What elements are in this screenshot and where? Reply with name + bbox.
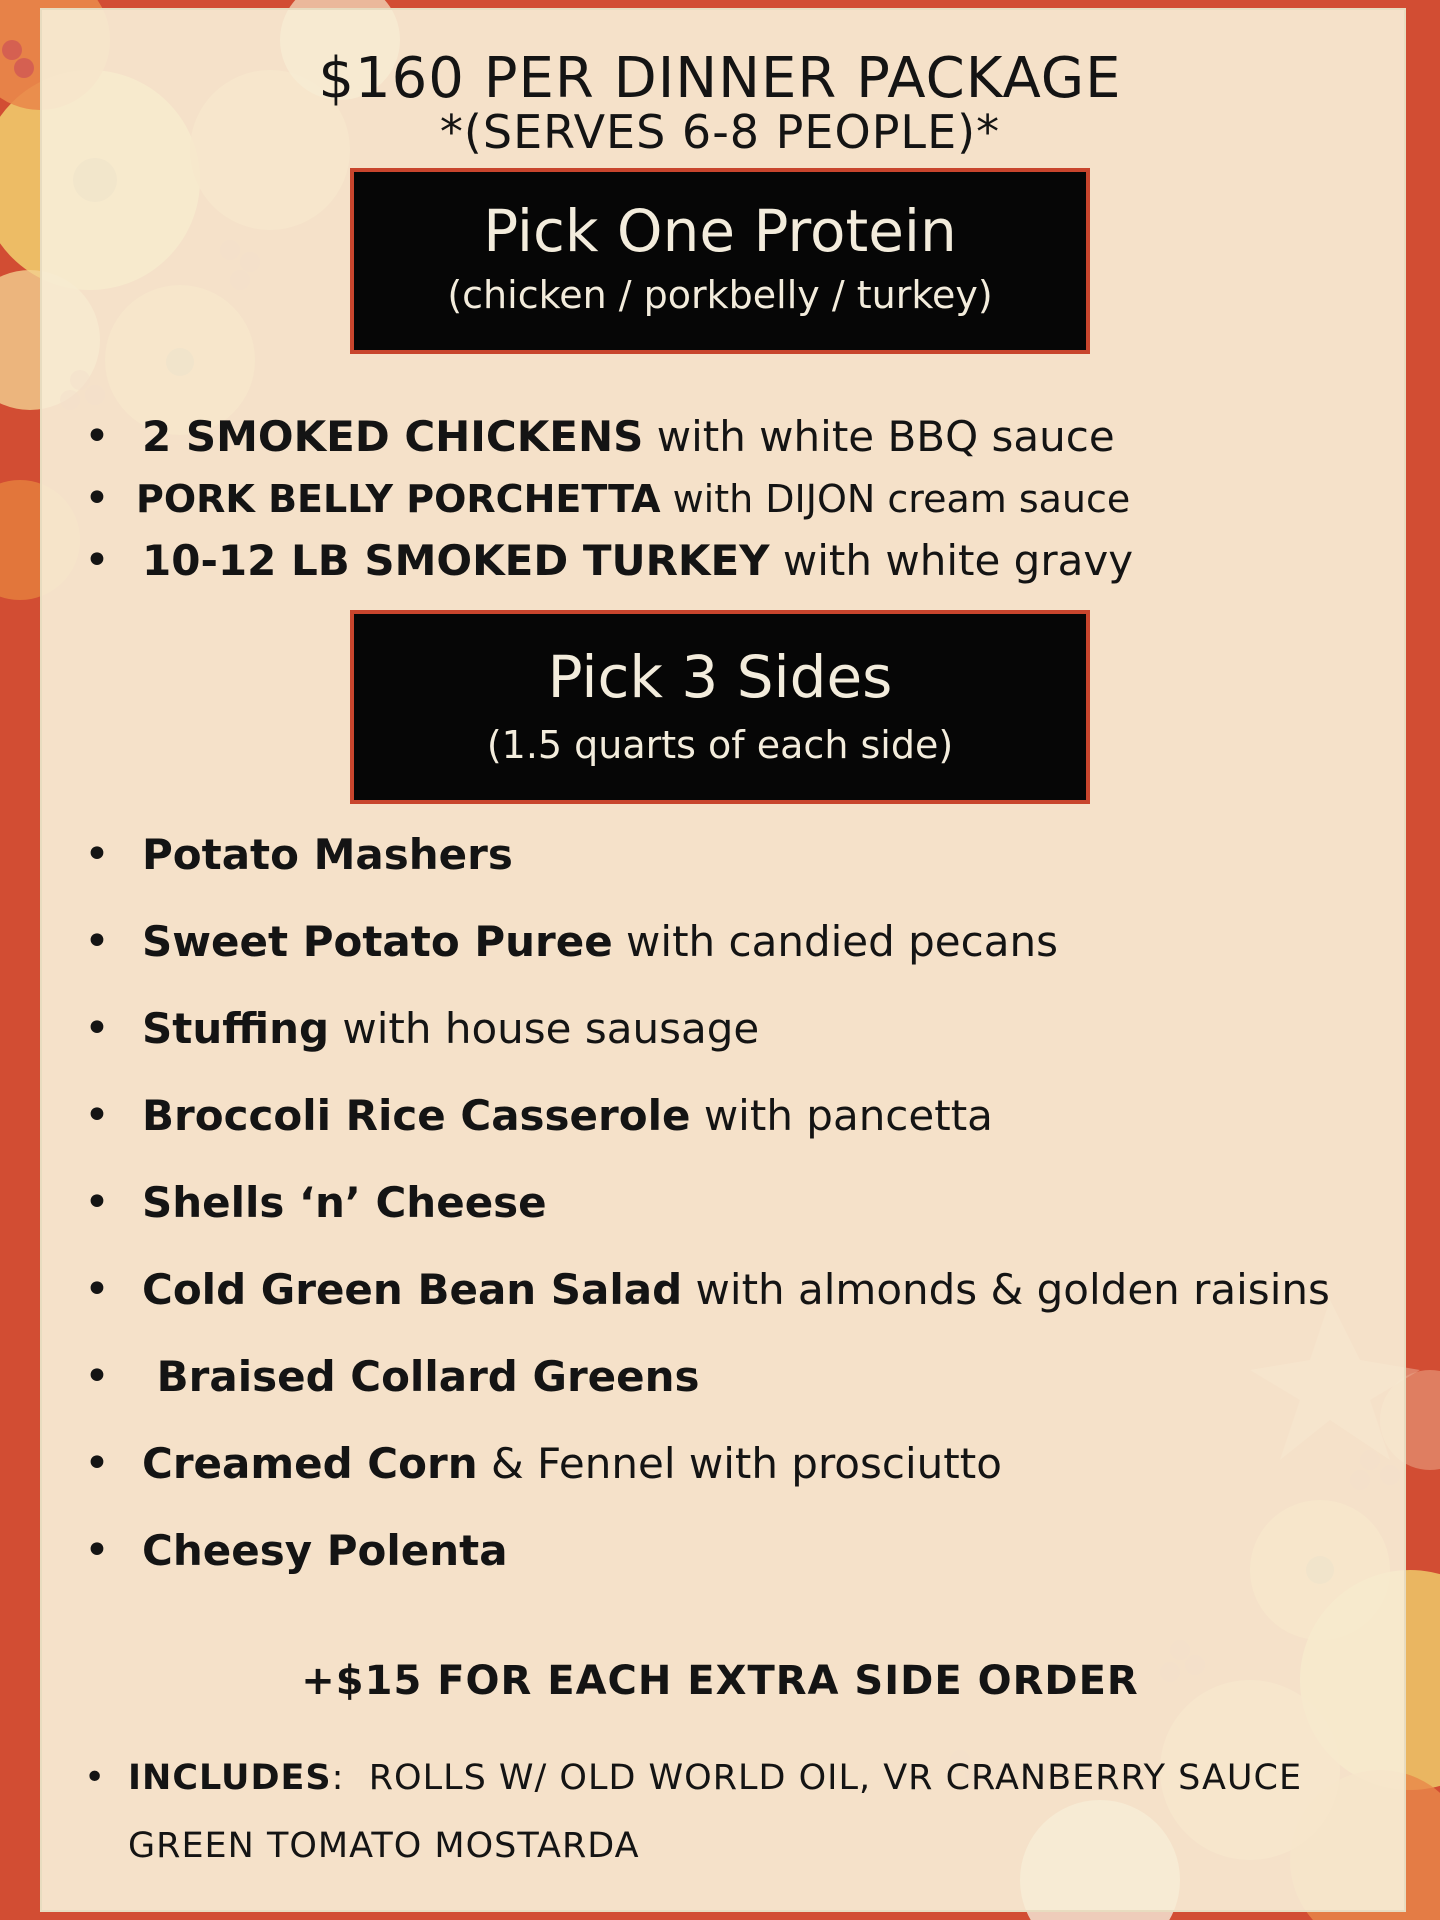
sides-subheading: (1.5 quarts of each side)	[486, 723, 954, 767]
list-item	[84, 1003, 1384, 1054]
list-item	[84, 468, 1384, 530]
bullet-icon: •	[84, 1438, 110, 1489]
bullet-icon: •	[84, 473, 110, 524]
list-item	[84, 1090, 1384, 1141]
bullet-icon: •	[84, 535, 110, 586]
item-detail: with white gravy	[769, 536, 1134, 585]
item-name: PORK BELLY PORCHETTA	[136, 477, 661, 521]
list-item	[84, 406, 1384, 468]
item-detail: with house sausage	[329, 1004, 760, 1053]
item-detail: with white BBQ sauce	[643, 412, 1115, 461]
list-item	[84, 530, 1384, 592]
item-name: Broccoli Rice Casserole	[142, 1091, 691, 1140]
bullet-icon: •	[84, 1090, 110, 1141]
bullet-icon: •	[84, 916, 110, 967]
includes-note	[84, 1744, 1384, 1880]
serves-subtitle: *(SERVES 6-8 PEOPLE)*	[439, 105, 1001, 159]
item-name: 10-12 LB SMOKED TURKEY	[142, 536, 770, 585]
item-name: Braised Collard Greens	[142, 1352, 700, 1401]
item-name: Cold Green Bean Salad	[142, 1265, 683, 1314]
list-item	[84, 829, 1384, 880]
item-name: Shells ‘n’ Cheese	[142, 1178, 547, 1227]
includes-items: : ROLLS W/ OLD WORLD OIL, VR CRANBERRY SAUCE GREEN TOMATO MOSTARDA	[128, 1758, 1315, 1866]
item-name: Sweet Potato Puree	[142, 917, 613, 966]
sides-heading-box	[350, 610, 1090, 804]
item-detail: with DIJON cream sauce	[660, 477, 1131, 521]
bullet-icon: •	[84, 411, 110, 462]
item-name: Potato Mashers	[142, 830, 513, 879]
protein-list	[84, 406, 1384, 592]
item-detail: & Fennel with prosciutto	[477, 1439, 1002, 1488]
list-item	[84, 1264, 1384, 1315]
includes-text	[84, 1744, 1384, 1880]
bullet-icon: •	[84, 1351, 110, 1402]
includes-label: INCLUDES	[128, 1758, 332, 1798]
sides-heading: Pick 3 Sides	[547, 643, 893, 711]
item-name: Cheesy Polenta	[142, 1526, 508, 1575]
item-name: Creamed Corn	[142, 1439, 478, 1488]
list-item	[84, 1177, 1384, 1228]
bullet-icon: •	[84, 829, 110, 880]
package-price-title: $160 PER DINNER PACKAGE	[318, 46, 1122, 111]
bullet-icon: •	[84, 1525, 110, 1576]
bullet-icon: •	[84, 1177, 110, 1228]
list-item	[84, 1438, 1384, 1489]
bullet-icon: •	[84, 1264, 110, 1315]
item-detail: with almonds & golden raisins	[682, 1265, 1330, 1314]
bullet-icon: •	[84, 1757, 106, 1798]
protein-heading-box	[350, 168, 1090, 354]
list-item	[84, 1351, 1384, 1402]
list-item	[84, 916, 1384, 967]
bullet-icon: •	[84, 1003, 110, 1054]
protein-subheading: (chicken / porkbelly / turkey)	[447, 273, 993, 317]
item-name: Stuffing	[142, 1004, 330, 1053]
protein-heading: Pick One Protein	[483, 197, 957, 265]
extra-side-note: +$15 FOR EACH EXTRA SIDE ORDER	[301, 1658, 1139, 1704]
sides-list	[84, 829, 1384, 1615]
item-detail: with pancetta	[690, 1091, 993, 1140]
list-item	[84, 1525, 1384, 1576]
item-detail: with candied pecans	[612, 917, 1058, 966]
item-name: 2 SMOKED CHICKENS	[142, 412, 644, 461]
